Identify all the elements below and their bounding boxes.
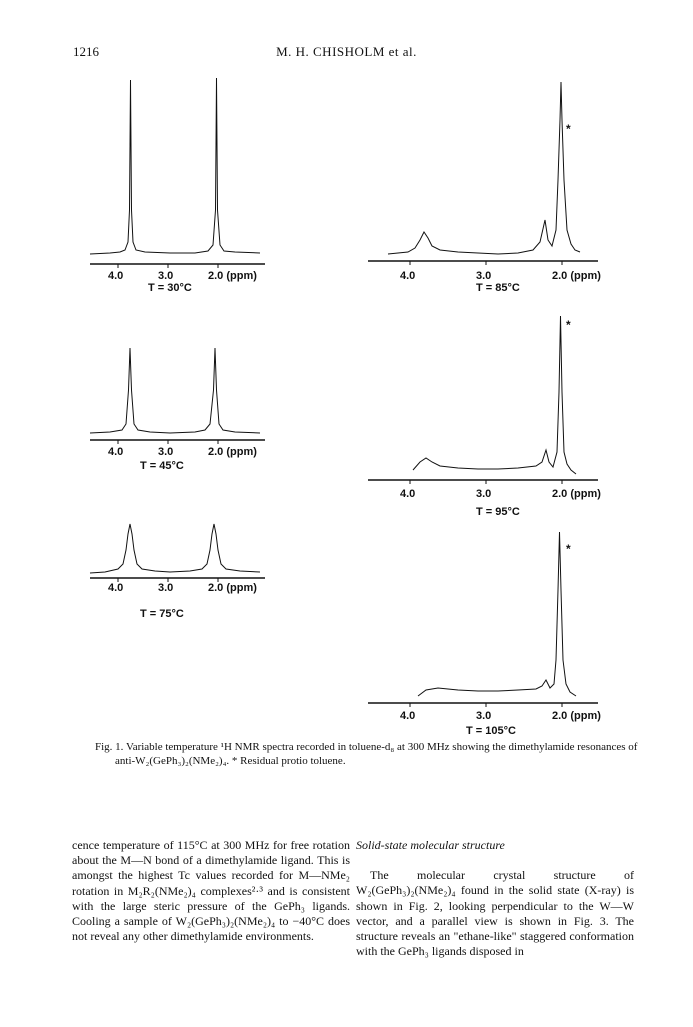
temperature-label: T = 75°C xyxy=(140,608,184,620)
residual-toluene-marker: * xyxy=(566,122,571,136)
spectrum-75c-plot xyxy=(90,520,270,580)
tick-label: 2.0 (ppm) xyxy=(552,270,601,282)
spectrum-95c-plot xyxy=(368,312,608,487)
spectrum-105c-plot xyxy=(368,530,608,710)
tick-label: 2.0 (ppm) xyxy=(208,270,257,282)
tick-label: 4.0 xyxy=(400,270,416,282)
tick-label: 3.0 xyxy=(158,446,174,458)
spectrum-105c xyxy=(368,530,608,737)
temperature-label: T = 30°C xyxy=(148,282,192,294)
spectrum-95c xyxy=(368,312,608,518)
spectrum-45c-plot xyxy=(90,340,270,440)
right-column xyxy=(356,838,634,959)
spectrum-30c-trace xyxy=(90,78,260,254)
residual-toluene-marker: * xyxy=(566,542,571,556)
temperature-label: T = 105°C xyxy=(466,725,516,737)
tick-label: 2.0 (ppm) xyxy=(208,582,257,594)
spectrum-30c-plot xyxy=(90,70,270,270)
tick-label: 3.0 xyxy=(158,270,174,282)
body-paragraph: The molecular crystal structure of W₂(GePh₃)₂(NMe₂)₄ found in the solid state (X-ray) is shown in Fig. 2, looking perpendicular to the W—W vector, and a parallel view is shown in Fig. 3. The structure reveals an "ethane-like" staggered conformation with the GePh₃ ligands disposed in xyxy=(356,868,634,959)
spectrum-45c-trace xyxy=(90,348,260,433)
tick-label: 3.0 xyxy=(476,710,492,722)
tick-label: 4.0 xyxy=(108,446,124,458)
spectrum-45c xyxy=(90,340,270,472)
body-paragraph: cence temperature of 115°C at 300 MHz for free rotation about the M—N bond of a dimethylamide ligand. This is amongst the highest Tc values recorded for M—NMe₂ rotation in M₂R₂(NMe₂)₄ complexes²·³ and is consistent with the large steric pressure of the GePh₃ ligands. Cooling a sample of W₂(GePh₃)₂(NMe₂)₄ to −40°C does not reveal any other dimethylamide environments. xyxy=(72,838,350,944)
spectrum-85c-plot xyxy=(368,80,608,270)
spectrum-95c-trace xyxy=(413,316,576,474)
tick-label: 3.0 xyxy=(476,488,492,500)
temperature-label: T = 45°C xyxy=(140,460,184,472)
tick-label: 4.0 xyxy=(108,582,124,594)
figure-caption: Fig. 1. Variable temperature ¹H NMR spectra recorded in toluene-d₈ at 300 MHz showing the dimethylamide resonances of anti-W₂(GePh₃)₂(NMe₂)₄. * Residual protio toluene. xyxy=(95,741,638,767)
spectrum-75c-trace xyxy=(90,524,260,573)
tick-label: 2.0 (ppm) xyxy=(552,710,601,722)
tick-label: 3.0 xyxy=(476,270,492,282)
tick-label: 4.0 xyxy=(400,710,416,722)
spectrum-85c xyxy=(368,80,608,294)
spectrum-75c xyxy=(90,520,270,620)
tick-label: 2.0 (ppm) xyxy=(208,446,257,458)
temperature-label: T = 85°C xyxy=(476,282,520,294)
tick-label: 2.0 (ppm) xyxy=(552,488,601,500)
residual-toluene-marker: * xyxy=(566,318,571,332)
left-column xyxy=(72,838,350,944)
temperature-label: T = 95°C xyxy=(476,506,520,518)
tick-label: 4.0 xyxy=(108,270,124,282)
tick-label: 3.0 xyxy=(158,582,174,594)
page-number: 1216 xyxy=(73,44,99,59)
tick-label: 4.0 xyxy=(400,488,416,500)
spectrum-30c xyxy=(90,70,270,294)
section-title: Solid-state molecular structure xyxy=(356,838,505,852)
running-head: M. H. CHISHOLM et al. xyxy=(276,44,417,59)
spectrum-85c-trace xyxy=(388,82,580,254)
spectrum-105c-trace xyxy=(418,532,576,696)
